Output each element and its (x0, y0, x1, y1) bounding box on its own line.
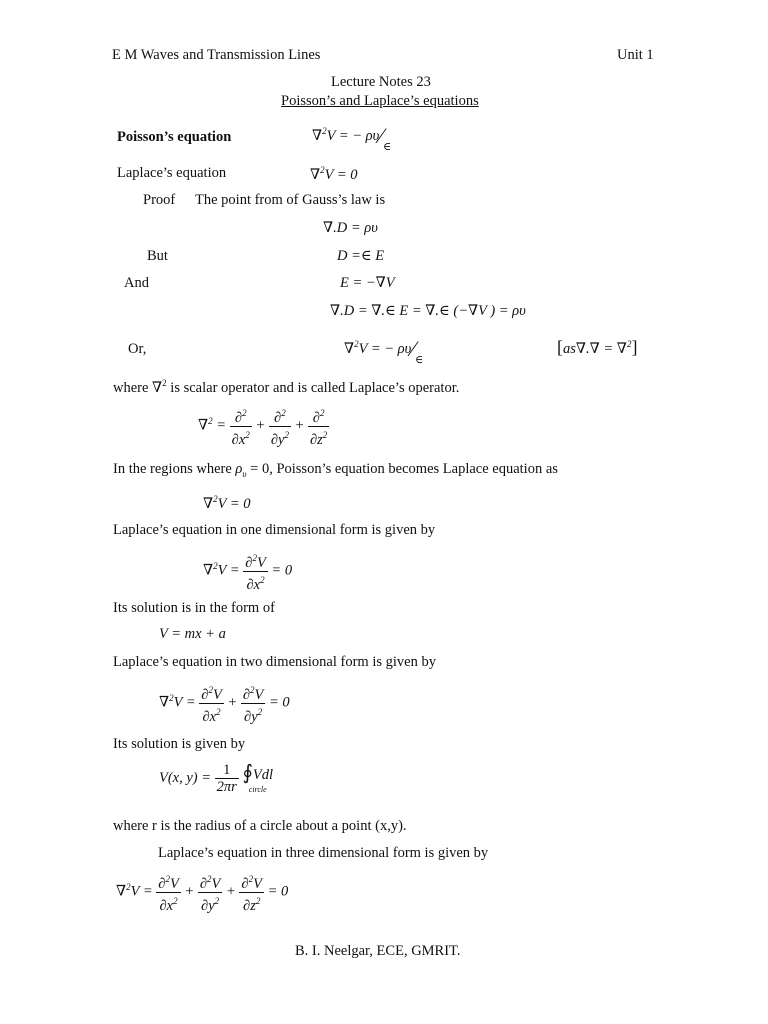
unit-label: Unit 1 (617, 47, 654, 63)
poisson-derived-equation: ∇$^2$V = − $\rho\upsilon⁄_\in$ (344, 336, 424, 366)
three-dim-text: Laplace’s equation in three dimensional form is given by (158, 845, 489, 861)
course-title: E M Waves and Transmission Lines (112, 47, 321, 63)
solution-form-text: Its solution is in the form of (113, 600, 275, 616)
e-equation: E = −∇V (340, 275, 395, 291)
radius-text: where r is the radius of a circle about a point (x,y). (113, 818, 407, 834)
two-dim-equation: ∇$^2$V = $\frac{\partial^2V}{\partial x^2}$ + $\frac{\partial^2V}{\partial y^2}$ = 0 (159, 682, 290, 725)
gauss-law-equation: ∇.D = ρυ (323, 220, 378, 236)
proof-text: The point from of Gauss’s law is (195, 192, 386, 208)
one-dim-equation: ∇$^2$V = $\frac{\partial^2V}{\partial x^2}$ = 0 (203, 550, 292, 593)
two-dim-text: Laplace’s equation in two dimensional form is given by (113, 654, 436, 670)
proof-label: Proof (143, 192, 176, 208)
but-label: But (147, 248, 168, 264)
footer-author: B. I. Neelgar, ECE, GMRIT. (295, 943, 461, 959)
two-dim-solution: V(x, y) = $\frac{1}{2\pi r}$ ∮Vdl circle (159, 761, 274, 795)
lecture-title: Poisson’s and Laplace’s equations (281, 93, 479, 109)
poisson-equation: ∇$^2$V = − $\rho\upsilon⁄_\in$ (312, 123, 392, 153)
regions-text: In the regions where $\rho_\upsilon = 0$, Poisson’s equation becomes Laplace equation as (113, 461, 558, 479)
lecture-number: Lecture Notes 23 (331, 74, 431, 90)
laplace-zero-equation: ∇$^2$V = 0 (203, 494, 251, 512)
laplace-equation: ∇$^2$V = 0 (310, 165, 358, 183)
laplace-operator-text: where ∇$^2$ is scalar operator and is called Laplace’s operator. (113, 378, 460, 396)
one-dim-text: Laplace’s equation in one dimensional form is given by (113, 522, 436, 538)
and-label: And (124, 275, 149, 291)
poisson-label: Poisson’s equation (117, 129, 232, 145)
d-equation: D =∈ E (337, 248, 385, 264)
linear-solution: V = mx + a (159, 626, 226, 642)
laplace-label: Laplace’s equation (117, 165, 227, 181)
operator-note: [as∇.∇ = ∇$^2$] (557, 337, 638, 357)
three-dim-equation: ∇$^2$V = $\frac{\partial^2V}{\partial x^2}$ + $\frac{\partial^2V}{\partial y^2}$ + $\frac{\partial^2V}{\partial z^2}$ = 0 (116, 871, 288, 914)
laplacian-definition: ∇$^2$ = $\frac{\partial^2}{\partial x^2}$ + $\frac{\partial^2}{\partial y^2}$ + $\frac{\partial^2}{\partial z^2}$ (198, 405, 329, 448)
divergence-equation: ∇.D = ∇.∈ E = ∇.∈ (−∇V ) = ρυ (330, 303, 526, 319)
solution-given-text: Its solution is given by (113, 736, 246, 752)
or-label: Or, (128, 341, 147, 357)
